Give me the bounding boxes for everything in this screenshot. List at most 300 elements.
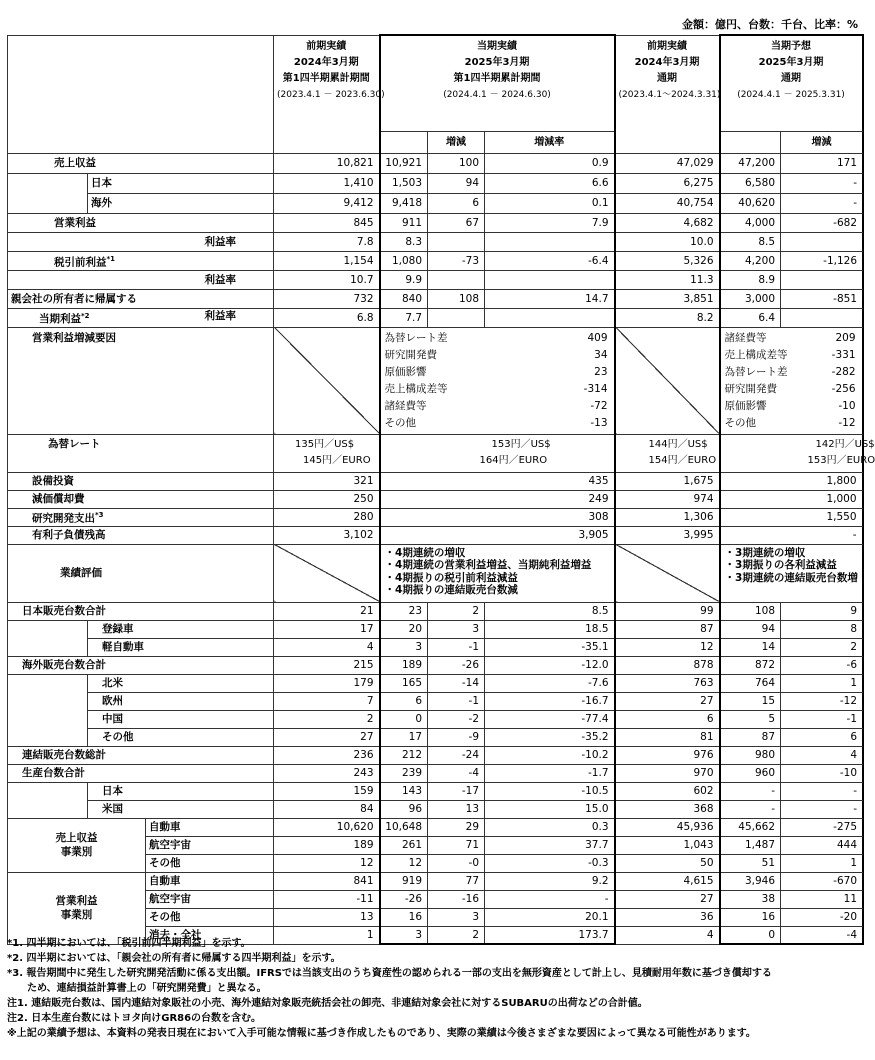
value-cell: - xyxy=(720,800,781,818)
table-row xyxy=(8,692,863,710)
unit-label: 連結販売台数総計 xyxy=(22,749,106,761)
value-cell: 840 xyxy=(380,289,428,308)
value-cell: 27 xyxy=(615,890,720,908)
diagonal-cell xyxy=(615,327,720,434)
fx-pq xyxy=(274,434,380,472)
value-cell: 976 xyxy=(615,746,720,764)
footnote: *1. 四半期においては、「税引前四半期利益」を示す。 xyxy=(7,938,251,949)
factor-value: 209 xyxy=(835,331,856,344)
value-cell: 435 xyxy=(380,472,615,490)
inv-label: 有利子負債残高 xyxy=(32,529,106,541)
header-line: 前期実績 xyxy=(647,40,688,52)
value-cell: -682 xyxy=(781,213,863,232)
table-row xyxy=(8,674,863,692)
eval-item: ・4期振りの税引前利益減益 xyxy=(384,571,518,584)
value-cell: - xyxy=(720,782,781,800)
value-cell: 37.7 xyxy=(485,836,615,854)
value-cell: 1,675 xyxy=(615,472,720,490)
value-cell: -275 xyxy=(781,818,863,836)
value-cell: 763 xyxy=(615,674,720,692)
factor-item xyxy=(385,398,610,415)
value-cell: 9,418 xyxy=(380,193,428,213)
value-cell: 980 xyxy=(720,746,781,764)
value-cell: - xyxy=(781,173,863,193)
value-cell: 1,410 xyxy=(274,173,380,193)
value-cell: 6,275 xyxy=(615,173,720,193)
label-revenue xyxy=(8,153,274,173)
value-cell: 1,080 xyxy=(380,251,428,270)
fx-rate: 135円／US$ xyxy=(295,438,355,450)
value-cell: 0.9 xyxy=(485,153,615,173)
value-cell: 368 xyxy=(615,800,720,818)
factor-item xyxy=(385,415,610,432)
value-cell: 911 xyxy=(380,213,428,232)
value-cell: 1,487 xyxy=(720,836,781,854)
value-cell: 3,995 xyxy=(615,526,720,544)
value-cell: -12 xyxy=(781,692,863,710)
eval-item: ・4期連続の営業利益増益、当期純利益増益 xyxy=(384,559,592,571)
value-cell: 16 xyxy=(720,908,781,926)
value-cell: -0 xyxy=(428,854,485,872)
value-cell: -0.3 xyxy=(485,854,615,872)
value-cell: 2 xyxy=(428,926,485,944)
value-cell: 6 xyxy=(380,692,428,710)
footnote-mark: *2 xyxy=(81,311,90,320)
factor-name: 為替レート差 xyxy=(724,365,788,378)
value-cell: 1,154 xyxy=(274,251,380,270)
value-cell xyxy=(428,308,485,327)
value-cell: -851 xyxy=(781,289,863,308)
value-cell: 8 xyxy=(781,620,863,638)
value-cell: 29 xyxy=(428,818,485,836)
factor-item xyxy=(385,381,610,398)
value-cell: 16 xyxy=(380,908,428,926)
factor-name: 研究開発費 xyxy=(384,348,438,361)
fx-rate: 145円／EURO xyxy=(303,454,371,466)
value-cell: 77 xyxy=(428,872,485,890)
header-fcst xyxy=(720,35,863,131)
table-row xyxy=(8,327,863,434)
inv-label: 減価償却費 xyxy=(32,493,85,505)
table-row xyxy=(8,872,863,890)
value-cell: 261 xyxy=(380,836,428,854)
value-cell: -16 xyxy=(428,890,485,908)
value-cell: 40,620 xyxy=(720,193,781,213)
value-cell: 99 xyxy=(615,602,720,620)
value-cell: 11.3 xyxy=(615,270,720,289)
header-prev_y xyxy=(615,35,720,153)
factor-value: -12 xyxy=(838,416,856,429)
value-cell: 308 xyxy=(380,508,615,526)
value-cell: 27 xyxy=(615,692,720,710)
table-row xyxy=(8,193,863,213)
value-cell: 84 xyxy=(274,800,380,818)
value-cell: 0.3 xyxy=(485,818,615,836)
factor-value: -72 xyxy=(590,399,608,412)
value-cell: 13 xyxy=(274,908,380,926)
indent-cell xyxy=(8,710,88,728)
inv-label-cell xyxy=(8,472,274,490)
value-cell: 1 xyxy=(781,854,863,872)
fx-rate: 144円／US$ xyxy=(648,438,708,450)
value-cell: -26 xyxy=(380,890,428,908)
value-cell: -12.0 xyxy=(485,656,615,674)
value-cell: 974 xyxy=(615,490,720,508)
factor-item xyxy=(725,398,858,415)
fx-py xyxy=(615,434,720,472)
value-cell: 108 xyxy=(428,289,485,308)
value-cell: -73 xyxy=(428,251,485,270)
value-cell: 159 xyxy=(274,782,380,800)
value-cell: 71 xyxy=(428,836,485,854)
segment-label: 営業利益 xyxy=(55,895,98,907)
eval-item: ・3期連続の連結販売台数増 xyxy=(724,571,858,584)
factor-name: 諸経費等 xyxy=(724,331,767,344)
factors-fcst xyxy=(720,327,863,434)
inv-label-cell xyxy=(8,508,274,526)
value-cell xyxy=(428,270,485,289)
row-label-cell xyxy=(8,251,274,270)
row-label: 税引前利益 xyxy=(54,256,107,269)
value-cell: 5,326 xyxy=(615,251,720,270)
value-cell: 10.0 xyxy=(615,232,720,251)
value-cell: 960 xyxy=(720,764,781,782)
value-cell: 108 xyxy=(720,602,781,620)
value-cell: 215 xyxy=(274,656,380,674)
table-row xyxy=(8,728,863,746)
header-line: 通期 xyxy=(657,72,678,84)
value-cell: 7.9 xyxy=(485,213,615,232)
table-row xyxy=(8,35,863,131)
value-cell: 45,662 xyxy=(720,818,781,836)
header-line: 通期 xyxy=(781,73,802,84)
value-cell: 236 xyxy=(274,746,380,764)
eval-item: ・4期連続の増収 xyxy=(384,546,466,559)
header-line: 2024年3月期 xyxy=(634,56,700,68)
earnings-table xyxy=(7,34,875,945)
row-sublabel: 利益率 xyxy=(204,273,237,286)
value-cell: 171 xyxy=(781,153,863,173)
eval-item: ・3期振りの各利益減益 xyxy=(724,559,837,571)
value-cell: 10,620 xyxy=(274,818,380,836)
eval-item: ・3期連続の増収 xyxy=(724,546,806,559)
factor-value: -256 xyxy=(831,382,856,395)
fx-rate: 154円／EURO xyxy=(648,454,717,466)
value-cell: 8.3 xyxy=(380,232,428,251)
value-cell: 1 xyxy=(781,674,863,692)
header-cur_q xyxy=(380,35,615,131)
value-cell: -14 xyxy=(428,674,485,692)
header-change: 増減 xyxy=(428,131,485,153)
value-cell: 15.0 xyxy=(485,800,615,818)
row-label: 売上収益 xyxy=(54,157,96,169)
value-cell: 21 xyxy=(274,602,380,620)
value-cell: -2 xyxy=(428,710,485,728)
value-cell: -10.5 xyxy=(485,782,615,800)
row-label: 当期利益 xyxy=(39,313,81,326)
segment-label: 事業別 xyxy=(60,846,93,858)
value-cell: 8.5 xyxy=(485,602,615,620)
value-cell: - xyxy=(485,890,615,908)
unit-sublabel: その他 xyxy=(88,728,274,746)
value-cell: 10,921 xyxy=(380,153,428,173)
value-cell: 8.9 xyxy=(720,270,781,289)
value-cell: -1 xyxy=(781,710,863,728)
value-cell: 0 xyxy=(380,710,428,728)
value-cell: 2 xyxy=(428,602,485,620)
value-cell: -35.2 xyxy=(485,728,615,746)
value-cell: 18.5 xyxy=(485,620,615,638)
value-cell: 10,821 xyxy=(274,153,380,173)
value-cell: 250 xyxy=(274,490,380,508)
inv-label: 研究開発支出 xyxy=(32,512,95,525)
value-cell: 602 xyxy=(615,782,720,800)
fx-fc xyxy=(720,434,875,472)
factor-item xyxy=(725,381,858,398)
factor-item xyxy=(385,330,610,347)
value-cell: 10.7 xyxy=(274,270,380,289)
value-cell: -77.4 xyxy=(485,710,615,728)
table-row xyxy=(8,251,863,270)
value-cell: 45,936 xyxy=(615,818,720,836)
header-change: 増減 xyxy=(781,131,863,153)
value-cell: 1,000 xyxy=(720,490,863,508)
factor-name: 原価影響 xyxy=(384,365,427,378)
value-cell: 249 xyxy=(380,490,615,508)
value-cell: 12 xyxy=(615,638,720,656)
value-cell: -4 xyxy=(781,926,863,944)
value-cell: 67 xyxy=(428,213,485,232)
table-row xyxy=(8,620,863,638)
value-cell: 0 xyxy=(720,926,781,944)
factor-name: 研究開発費 xyxy=(724,382,778,395)
value-cell: 96 xyxy=(380,800,428,818)
value-cell: 4 xyxy=(274,638,380,656)
value-cell: 11 xyxy=(781,890,863,908)
value-cell: 3 xyxy=(428,908,485,926)
footnote: *2. 四半期においては、「親会社の所有者に帰属する四半期利益」を示す。 xyxy=(7,953,341,964)
factor-item xyxy=(725,347,858,364)
segment-sublabel: 自動車 xyxy=(146,818,274,836)
value-cell: -16.7 xyxy=(485,692,615,710)
footnote: ため、連結損益計算書上の「研究開発費」と異なる。 xyxy=(7,983,267,994)
footnote: 注2. 日本生産台数にはトヨタ向けGR86の台数を含む。 xyxy=(7,1013,262,1024)
value-cell: 47,200 xyxy=(720,153,781,173)
value-cell: 8.2 xyxy=(615,308,720,327)
value-cell: 7.8 xyxy=(274,232,380,251)
table-row xyxy=(8,472,863,490)
table-row xyxy=(8,710,863,728)
factor-value: -282 xyxy=(831,365,856,378)
segment-sublabel: その他 xyxy=(146,854,274,872)
value-cell xyxy=(485,308,615,327)
factor-item xyxy=(725,415,858,432)
value-cell: 764 xyxy=(720,674,781,692)
fx-label-cell xyxy=(8,434,274,472)
header-period: (2023.4.1 － 2023.6.30) xyxy=(277,89,385,100)
value-cell: 4,615 xyxy=(615,872,720,890)
factor-name: その他 xyxy=(384,416,417,429)
fx-label: 為替レート xyxy=(48,437,101,450)
value-cell: 0.1 xyxy=(485,193,615,213)
value-cell: 6.4 xyxy=(720,308,781,327)
unit-label: 日本販売台数合計 xyxy=(22,605,106,617)
value-cell: -20 xyxy=(781,908,863,926)
table-row xyxy=(8,173,863,193)
eval-cur xyxy=(380,544,615,602)
value-cell: 212 xyxy=(380,746,428,764)
value-cell xyxy=(781,232,863,251)
value-cell: 3,905 xyxy=(380,526,615,544)
eval-fcst xyxy=(720,544,863,602)
value-cell: 94 xyxy=(720,620,781,638)
factor-name: 為替レート差 xyxy=(384,331,448,344)
table-row xyxy=(8,289,863,308)
header-line: 2025年3月期 xyxy=(758,57,824,68)
value-cell: 9.9 xyxy=(380,270,428,289)
value-cell: 3 xyxy=(380,638,428,656)
unit-label-cell xyxy=(8,602,274,620)
value-cell: -9 xyxy=(428,728,485,746)
value-cell xyxy=(781,270,863,289)
header-blank xyxy=(380,131,428,153)
header-line: 第1四半期累計期間 xyxy=(282,72,370,84)
value-cell: -26 xyxy=(428,656,485,674)
value-cell: 20.1 xyxy=(485,908,615,926)
factor-name: 売上構成差等 xyxy=(724,348,788,361)
value-cell: 841 xyxy=(274,872,380,890)
value-cell: 189 xyxy=(380,656,428,674)
unit-note: 金額：億円、台数：千台、比率：% xyxy=(681,18,858,31)
value-cell: - xyxy=(781,782,863,800)
fx-cq xyxy=(380,434,615,472)
row-label-cell xyxy=(8,289,274,308)
value-cell: 9.2 xyxy=(485,872,615,890)
value-cell: 10,648 xyxy=(380,818,428,836)
value-cell: 23 xyxy=(380,602,428,620)
header-period: (2024.4.1 － 2024.6.30) xyxy=(443,90,551,100)
value-cell xyxy=(485,270,615,289)
value-cell: 5 xyxy=(720,710,781,728)
value-cell: -4 xyxy=(428,764,485,782)
label-indent xyxy=(8,173,88,213)
eval-item: ・4期振りの連結販売台数減 xyxy=(384,584,518,596)
row-label-cell xyxy=(8,308,274,327)
indent-cell xyxy=(8,728,88,746)
value-cell: 878 xyxy=(615,656,720,674)
unit-label-cell xyxy=(8,746,274,764)
indent-cell xyxy=(8,782,88,800)
value-cell: - xyxy=(781,193,863,213)
factor-name: その他 xyxy=(724,416,757,429)
indent-cell xyxy=(8,800,88,818)
value-cell: 4,200 xyxy=(720,251,781,270)
factors-label-cell xyxy=(8,327,274,434)
header-rate: 増減率 xyxy=(485,131,615,153)
segment-sublabel: その他 xyxy=(146,908,274,926)
fx-rate: 164円／EURO xyxy=(479,454,548,466)
value-cell: 4,682 xyxy=(615,213,720,232)
factor-value: -10 xyxy=(838,399,856,412)
value-cell: 17 xyxy=(380,728,428,746)
fx-rate: 153円／EURO xyxy=(807,454,875,466)
table-row xyxy=(8,656,863,674)
value-cell: 165 xyxy=(380,674,428,692)
value-cell: 13 xyxy=(428,800,485,818)
value-cell: 50 xyxy=(615,854,720,872)
value-cell: 51 xyxy=(720,854,781,872)
value-cell: 94 xyxy=(428,173,485,193)
value-cell: 2 xyxy=(781,638,863,656)
value-cell: 7.7 xyxy=(380,308,428,327)
table-row xyxy=(8,153,863,173)
value-cell: 143 xyxy=(380,782,428,800)
row-label-cell xyxy=(8,213,274,232)
footnote-mark: *1 xyxy=(106,254,116,263)
unit-sublabel: 米国 xyxy=(88,800,274,818)
value-cell: 3,946 xyxy=(720,872,781,890)
fx-rate: 153円／US$ xyxy=(491,438,551,450)
value-cell: 970 xyxy=(615,764,720,782)
value-cell: 9,412 xyxy=(274,193,380,213)
value-cell: 87 xyxy=(615,620,720,638)
value-cell: -24 xyxy=(428,746,485,764)
value-cell: 3,102 xyxy=(274,526,380,544)
value-cell: 3 xyxy=(380,926,428,944)
table-row xyxy=(8,800,863,818)
value-cell: -11 xyxy=(274,890,380,908)
indent-cell xyxy=(8,638,88,656)
value-cell: 845 xyxy=(274,213,380,232)
row-sublabel: 利益率 xyxy=(204,235,237,248)
indent-cell xyxy=(8,692,88,710)
factor-value: 409 xyxy=(587,331,608,344)
fx-rate: 142円／US$ xyxy=(815,438,875,450)
unit-sublabel: 中国 xyxy=(88,710,274,728)
unit-label: 海外販売台数合計 xyxy=(22,659,106,671)
header-line: 当期予想 xyxy=(771,41,812,52)
segment-sublabel: 航空宇宙 xyxy=(146,890,274,908)
value-cell: 6,580 xyxy=(720,173,781,193)
footnote: 注1. 連結販売台数は、国内連結対象販社の小売、海外連結対象販売統括会社の卸売、非連結対象会社に対するSUBARUの出荷などの合計値。 xyxy=(7,998,648,1009)
footnote: *3. 報告期間中に発生した研究開発活動に係る支出額。IFRSでは当該支出のうち資産性の認められる一部の支出を無形資産として計上し、見積耐用年数に基づき償却する xyxy=(7,968,772,979)
table-row xyxy=(8,434,863,472)
header-line: 2025年3月期 xyxy=(464,57,530,68)
segment-label: 売上収益 xyxy=(55,832,98,844)
value-cell: 87 xyxy=(720,728,781,746)
value-cell: 3 xyxy=(428,620,485,638)
value-cell: -10 xyxy=(781,764,863,782)
value-cell: 3,851 xyxy=(615,289,720,308)
row-sublabel-cell xyxy=(8,232,274,251)
value-cell: 100 xyxy=(428,153,485,173)
value-cell: 6 xyxy=(428,193,485,213)
value-cell: 8.5 xyxy=(720,232,781,251)
header-line: 前期実績 xyxy=(306,40,347,52)
value-cell: 47,029 xyxy=(615,153,720,173)
value-cell: 12 xyxy=(274,854,380,872)
value-cell: 81 xyxy=(615,728,720,746)
value-cell: -1,126 xyxy=(781,251,863,270)
value-cell: 6 xyxy=(615,710,720,728)
header-line: 当期実績 xyxy=(477,41,518,52)
value-cell: 4,000 xyxy=(720,213,781,232)
table-row xyxy=(8,232,863,251)
factor-value: -331 xyxy=(831,348,856,361)
value-cell: 20 xyxy=(380,620,428,638)
value-cell: 12 xyxy=(380,854,428,872)
value-cell: 280 xyxy=(274,508,380,526)
